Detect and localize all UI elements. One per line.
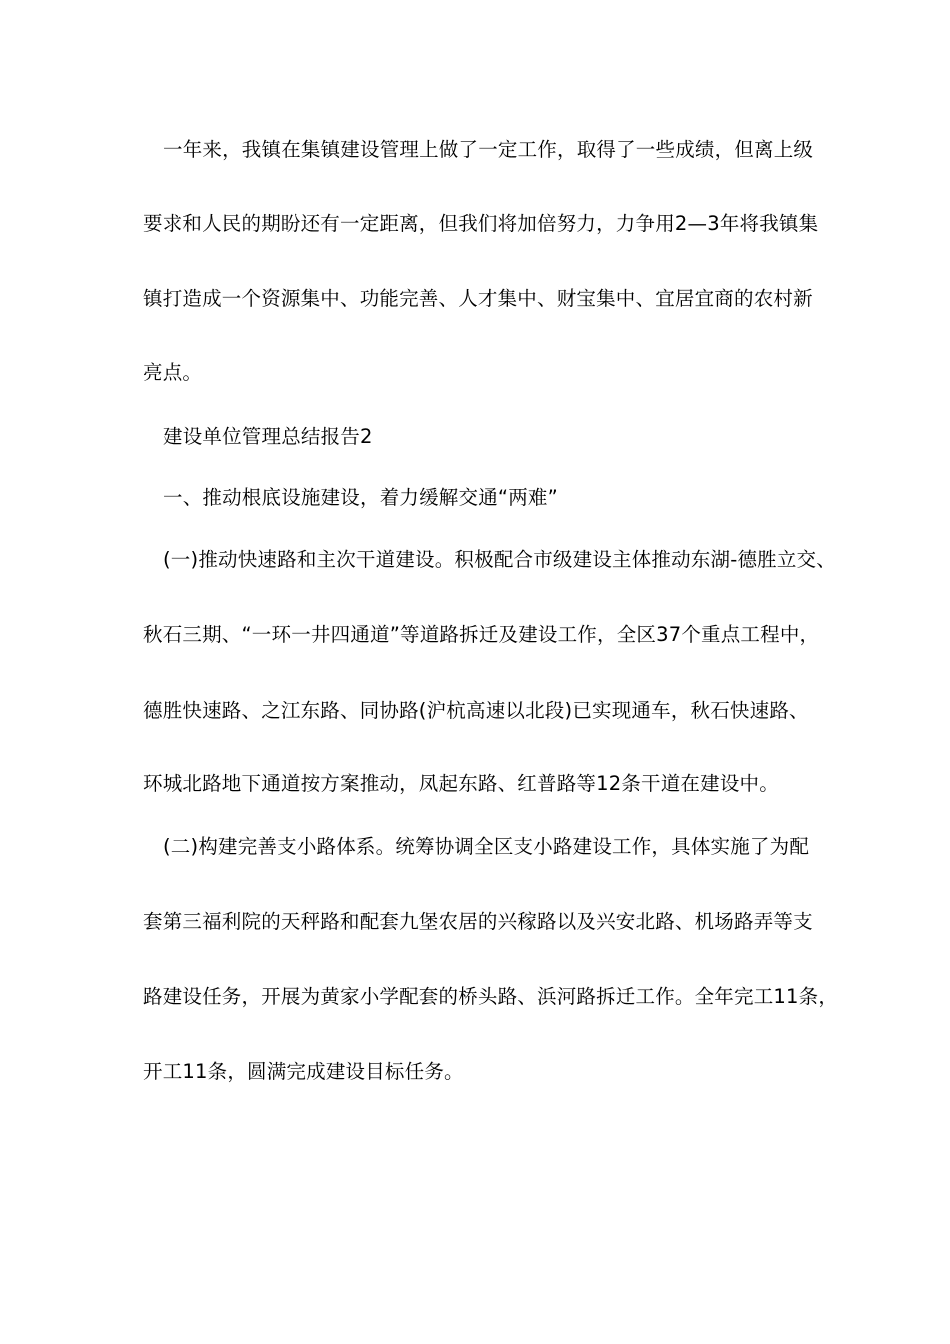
paragraph-3-line-3: 路建设任务，开展为黄家小学配套的桥头路、浜河路拆迁工作。全年完工11条， — [143, 985, 839, 1008]
paragraph-2-line-4: 环城北路地下通道按方案推动，凤起东路、红普路等12条干道在建设中。 — [143, 772, 779, 795]
section-heading-1: 一、推动根底设施建设，着力缓解交通“两难” — [163, 486, 558, 509]
paragraph-1-line-2: 要求和人民的期盼还有一定距离，但我们将加倍努力，力争用2—3年将我镇集 — [143, 212, 819, 235]
paragraph-3-line-1: (二)构建完善支小路体系。统筹协调全区支小路建设工作，具体实施了为配 — [163, 835, 810, 858]
paragraph-2-line-2: 秋石三期、“一环一井四通道”等道路拆迁及建设工作，全区37个重点工程中， — [143, 623, 820, 646]
report-heading: 建设单位管理总结报告2 — [163, 425, 373, 448]
paragraph-2-line-3: 德胜快速路、之江东路、同协路(沪杭高速以北段)已实现通车，秋石快速路、 — [143, 699, 809, 722]
paragraph-3-line-4: 开工11条，圆满完成建设目标任务。 — [143, 1060, 464, 1083]
paragraph-1-line-4: 亮点。 — [143, 361, 203, 384]
paragraph-1-line-1: 一年来，我镇在集镇建设管理上做了一定工作，取得了一些成绩，但离上级 — [163, 138, 814, 161]
paragraph-2-line-1: (一)推动快速路和主次干道建设。积极配合市级建设主体推动东湖-德胜立交、 — [163, 548, 836, 571]
paragraph-1-line-3: 镇打造成一个资源集中、功能完善、人才集中、财宝集中、宜居宜商的农村新 — [143, 287, 813, 310]
paragraph-3-line-2: 套第三福利院的天秤路和配套九堡农居的兴稼路以及兴安北路、机场路弄等支 — [143, 910, 813, 933]
